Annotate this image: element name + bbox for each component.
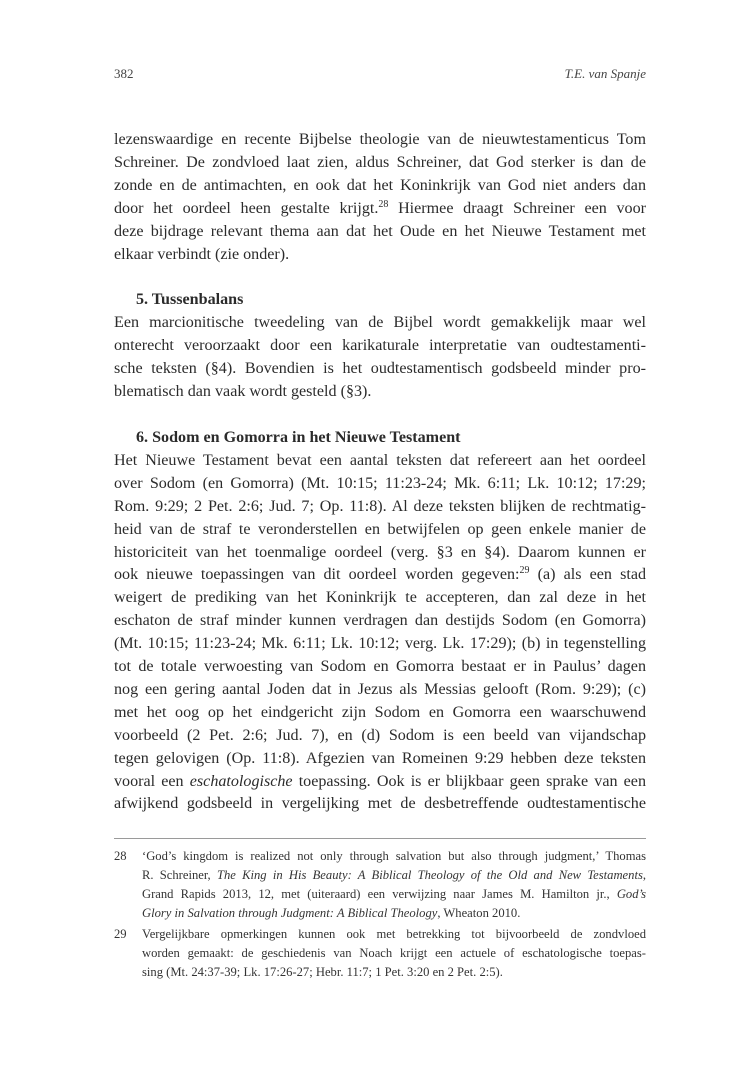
text-line: eschaton de straf minder kunnen verdragen dan destijds Sodom (en Gomorra) — [114, 612, 646, 630]
text-line: elkaar verbindt (zie onder). — [114, 245, 290, 263]
text-line: Schreiner. De zondvloed laat zien, aldus Schreiner, dat God sterker is dan de — [114, 153, 646, 171]
text-fragment: , Wheaton 2010. — [437, 906, 521, 920]
running-head-author: T.E. van Spanje — [564, 66, 646, 81]
text-line: historiciteit van het toenmalige oordeel (verg. §3 en §4). Daarom kunnen er — [114, 543, 646, 561]
text-line: lezenswaardige en recente Bijbelse theologie van de nieuwtestamenticus Tom — [114, 131, 646, 148]
footnote-ref-29[interactable]: 29 — [519, 565, 530, 577]
text-line: zonde en de antimachten, en ook dat het Koninkrijk van God niet anders dan — [114, 176, 646, 194]
page-number: 382 — [114, 66, 134, 81]
text-line: weigert de prediking van het Koninkrijk te accepteren, dan zal deze in het — [114, 589, 646, 607]
text-line: (Mt. 10:15; 11:23-24; Mk. 6:11; Lk. 10:12; verg. Lk. 17:29); (b) in tegenstelling — [114, 635, 646, 653]
text-line: voorbeeld (2 Pet. 2:6; Jud. 7), en (d) Sodom is een beeld van vijandschap — [114, 726, 646, 744]
running-header — [114, 66, 646, 84]
main-text — [114, 129, 646, 816]
text-line — [114, 771, 646, 794]
book-title: God’s — [616, 887, 646, 901]
section-heading-5: 5. Tussenbalans — [136, 291, 244, 309]
text-line — [114, 564, 646, 587]
footnote-line: Vergelijkbare opmerkingen kunnen ook met betrekking tot bijvoorbeeld de zondvloed — [142, 927, 646, 941]
section-heading-6: 6. Sodom en Gomorra in het Nieuwe Testament — [136, 428, 461, 446]
footnote-29 — [114, 925, 646, 982]
text-line: met het oog op het eindgericht zijn Sodom en Gomorra een waarschuwend — [114, 703, 646, 721]
footnote-28 — [114, 847, 646, 923]
footnote-number: 28 — [114, 849, 127, 863]
emphasis: eschatologische — [189, 772, 293, 790]
footnote-line — [142, 885, 646, 904]
book-title: Glory in Salvation through Judgment: A Biblical Theology — [142, 906, 438, 920]
text-fragment: R. Schreiner, — [142, 868, 217, 882]
text-line: blematisch dan vaak wordt gesteld (§3). — [114, 383, 372, 401]
text-line: heid van de straf te veronderstellen en betwijfelen op geen enkele manier de — [114, 520, 646, 538]
text-line: tot de totale verwoesting van Sodom en Gomorra bestaat er in Paulus’ dagen — [114, 658, 646, 676]
footnote-line: sing (Mt. 24:37-39; Lk. 17:26-27; Hebr. 11:7; 1 Pet. 3:20 en 2 Pet. 2:5). — [142, 965, 503, 979]
footnotes — [114, 847, 646, 984]
text-fragment: vooral een — [114, 772, 190, 790]
footnote-line: ‘God’s kingdom is realized not only through salvation but also through judgment,’ Thomas — [142, 849, 646, 863]
text-line: tegen gelovigen (Op. 11:8). Afgezien van Romeinen 9:29 hebben deze teksten — [114, 749, 646, 767]
footnote-divider — [114, 838, 646, 839]
text-fragment: (a) als een stad — [529, 566, 647, 584]
text-fragment: , — [642, 868, 647, 882]
text-line: over Sodom (en Gomorra) (Mt. 10:15; 11:23-24; Mk. 6:11; Lk. 10:12; 17:29; — [114, 474, 646, 492]
text-line: deze bijdrage relevant thema aan dat het Oude en het Nieuwe Testament met — [114, 222, 646, 240]
text-fragment: ook nieuwe toepassingen van dit oordeel worden gegeven: — [114, 566, 520, 584]
text-fragment: toepassing. Ook is er blijkbaar geen sprake van een — [292, 772, 646, 790]
footnote-line — [142, 904, 646, 923]
footnote-number: 29 — [114, 927, 127, 941]
footnote-ref-28[interactable]: 28 — [378, 198, 389, 210]
book-title: The King in His Beauty: A Biblical Theology of the Old and New Testaments — [216, 868, 643, 882]
text-line: sche teksten (§4). Bovendien is het oudtestamentisch godsbeeld minder pro- — [114, 360, 646, 378]
text-line: onterecht veroorzaakt door een karikaturale interpretatie van oudtestamenti- — [114, 337, 646, 355]
text-line: Het Nieuwe Testament bevat een aantal teksten dat refereert aan het oordeel — [114, 451, 646, 469]
text-line: afwijkend godsbeeld in vergelijking met de desbetreffende oudtestamentische — [114, 795, 646, 813]
text-fragment: Hiermee draagt Schreiner een voor — [388, 199, 646, 217]
text-line — [114, 198, 646, 221]
text-line: Rom. 9:29; 2 Pet. 2:6; Jud. 7; Op. 11:8). Al deze teksten blijken de rechtmatig- — [114, 497, 646, 515]
text-line: nog een gering aantal Joden dat in Jezus als Messias gelooft (Rom. 9:29); (c) — [114, 680, 646, 698]
section5-paragraph — [114, 312, 646, 404]
footnote-line: worden gemaakt: de geschiedenis van Noach krijgt een actuele of eschatologische toepas- — [142, 946, 646, 960]
text-fragment: door het oordeel heen gestalte krijgt. — [114, 199, 379, 217]
footnote-line — [142, 866, 646, 885]
section6-paragraph — [114, 450, 646, 817]
text-fragment: Grand Rapids 2013, 12, met (uiteraard) een verwijzing naar James M. Hamilton jr., — [142, 887, 617, 901]
text-line: Een marcionitische tweedeling van de Bijbel wordt gemakkelijk maar wel — [114, 314, 646, 332]
intro-paragraph — [114, 129, 646, 266]
